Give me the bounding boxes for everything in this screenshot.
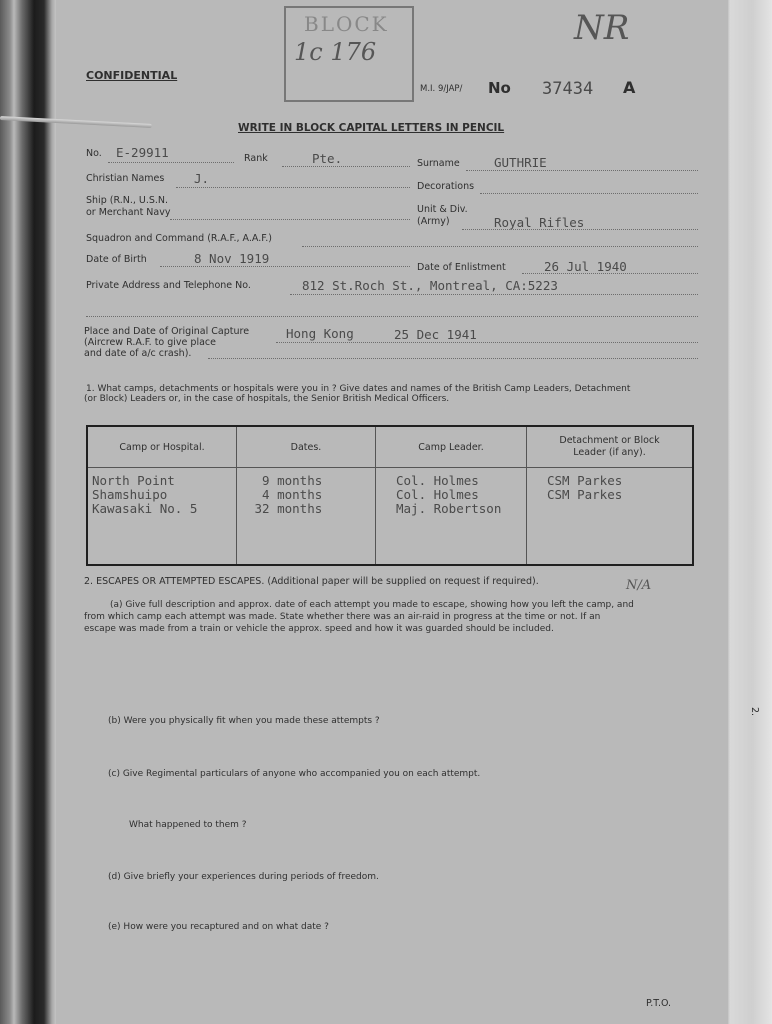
- col-leader-header: Camp Leader.: [376, 426, 527, 468]
- dob-value: 8 Nov 1919: [194, 251, 270, 266]
- decorations-label: Decorations: [417, 181, 475, 192]
- question-2d: (d) Give briefly your experiences during periods of freedom.: [108, 872, 379, 882]
- dates-cell: 9 months 4 months 32 months: [237, 468, 376, 566]
- col-detachment-header: Detachment or Block Leader (if any).: [527, 426, 694, 468]
- block-stamp: [284, 6, 414, 102]
- detachment-cell: CSM Parkes CSM Parkes: [527, 468, 694, 566]
- col-camp-header: Camp or Hospital.: [87, 426, 237, 468]
- enlistment-label: Date of Enlistment: [417, 262, 506, 273]
- confidential-label: CONFIDENTIAL: [86, 69, 178, 82]
- table-row: [87, 468, 693, 566]
- no-label: No.: [86, 148, 102, 159]
- form-suffix: A: [623, 78, 636, 97]
- ship-label-2: or Merchant Navy: [86, 207, 171, 218]
- surname-value: GUTHRIE: [494, 155, 547, 170]
- question-2a-line-2: from which camp each attempt was made. State whether there was an air-raid in progress at the time or not. If an: [84, 612, 601, 622]
- leaders-cell: Col. Holmes Col. Holmes Maj. Robertson: [376, 468, 527, 566]
- ref-code: M.I. 9/JAP/: [420, 84, 463, 94]
- enlistment-value: 26 Jul 1940: [544, 259, 627, 274]
- initials-handwriting: NR: [574, 8, 630, 48]
- question-2-title: 2. ESCAPES OR ATTEMPTED ESCAPES. (Additional paper will be supplied on request if required).: [84, 576, 539, 587]
- question-2e: (e) How were you recaptured and on what date ?: [108, 922, 329, 932]
- number-label: No: [488, 79, 511, 97]
- binder-edge: [0, 0, 56, 1024]
- unit-label-1: Unit & Div.: [417, 204, 468, 215]
- question-2-answer: N/A: [626, 578, 652, 593]
- rank-label: Rank: [244, 153, 268, 164]
- capture-date: 25 Dec 1941: [394, 327, 477, 342]
- question-2a-line-1: (a) Give full description and approx. date of each attempt you made to escape, showing how you left the camp, and: [110, 600, 634, 610]
- question-2c-followup: What happened to them ?: [129, 820, 247, 830]
- margin-mark: 2.: [749, 706, 761, 717]
- capture-label-2: (Aircrew R.A.F. to give place: [84, 337, 216, 348]
- question-1-line-2: (or Block) Leaders or, in the case of hospitals, the Senior British Medical Officers.: [84, 394, 450, 404]
- capture-label-1: Place and Date of Original Capture: [84, 326, 250, 337]
- camps-table: [86, 425, 694, 566]
- instruction-heading: WRITE IN BLOCK CAPITAL LETTERS IN PENCIL: [238, 122, 505, 134]
- underlying-sheet-edge: [722, 0, 772, 1024]
- service-number: E-29911: [116, 145, 169, 160]
- christian-names-label: Christian Names: [86, 173, 165, 184]
- col-dates-header: Dates.: [237, 426, 376, 468]
- question-2c: (c) Give Regimental particulars of anyone who accompanied you on each attempt.: [108, 769, 481, 779]
- address-label: Private Address and Telephone No.: [86, 280, 251, 291]
- question-2b: (b) Were you physically fit when you made these attempts ?: [108, 716, 380, 726]
- christian-names-value: J.: [194, 171, 210, 186]
- question-1-line-1: 1. What camps, detachments or hospitals were you in ? Give dates and names of the British Camp Leaders, Detachment: [86, 384, 631, 394]
- unit-label-2: (Army): [417, 216, 450, 227]
- dob-label: Date of Birth: [86, 254, 147, 265]
- squadron-label: Squadron and Command (R.A.F., A.A.F.): [86, 233, 272, 244]
- surname-label: Surname: [417, 158, 460, 169]
- stamp-handwriting: 1c 176: [294, 38, 377, 66]
- camps-cell: North Point Shamshuipo Kawasaki No. 5: [87, 468, 237, 566]
- rank-value: Pte.: [312, 151, 343, 166]
- capture-place: Hong Kong: [286, 326, 354, 341]
- ship-label-1: Ship (R.N., U.S.N.: [86, 195, 169, 206]
- capture-label-3: and date of a/c crash).: [84, 348, 192, 359]
- address-value: 812 St.Roch St., Montreal, CA:5223: [302, 278, 558, 293]
- question-2a-line-3: escape was made from a train or vehicle the approx. speed and how it was guarded should be included.: [84, 624, 554, 634]
- pto-label: P.T.O.: [646, 998, 672, 1009]
- table-header-row: [87, 426, 693, 468]
- unit-value: Royal Rifles: [494, 215, 585, 230]
- stamp-text: BLOCK: [304, 12, 389, 36]
- form-number: 37434: [542, 79, 594, 99]
